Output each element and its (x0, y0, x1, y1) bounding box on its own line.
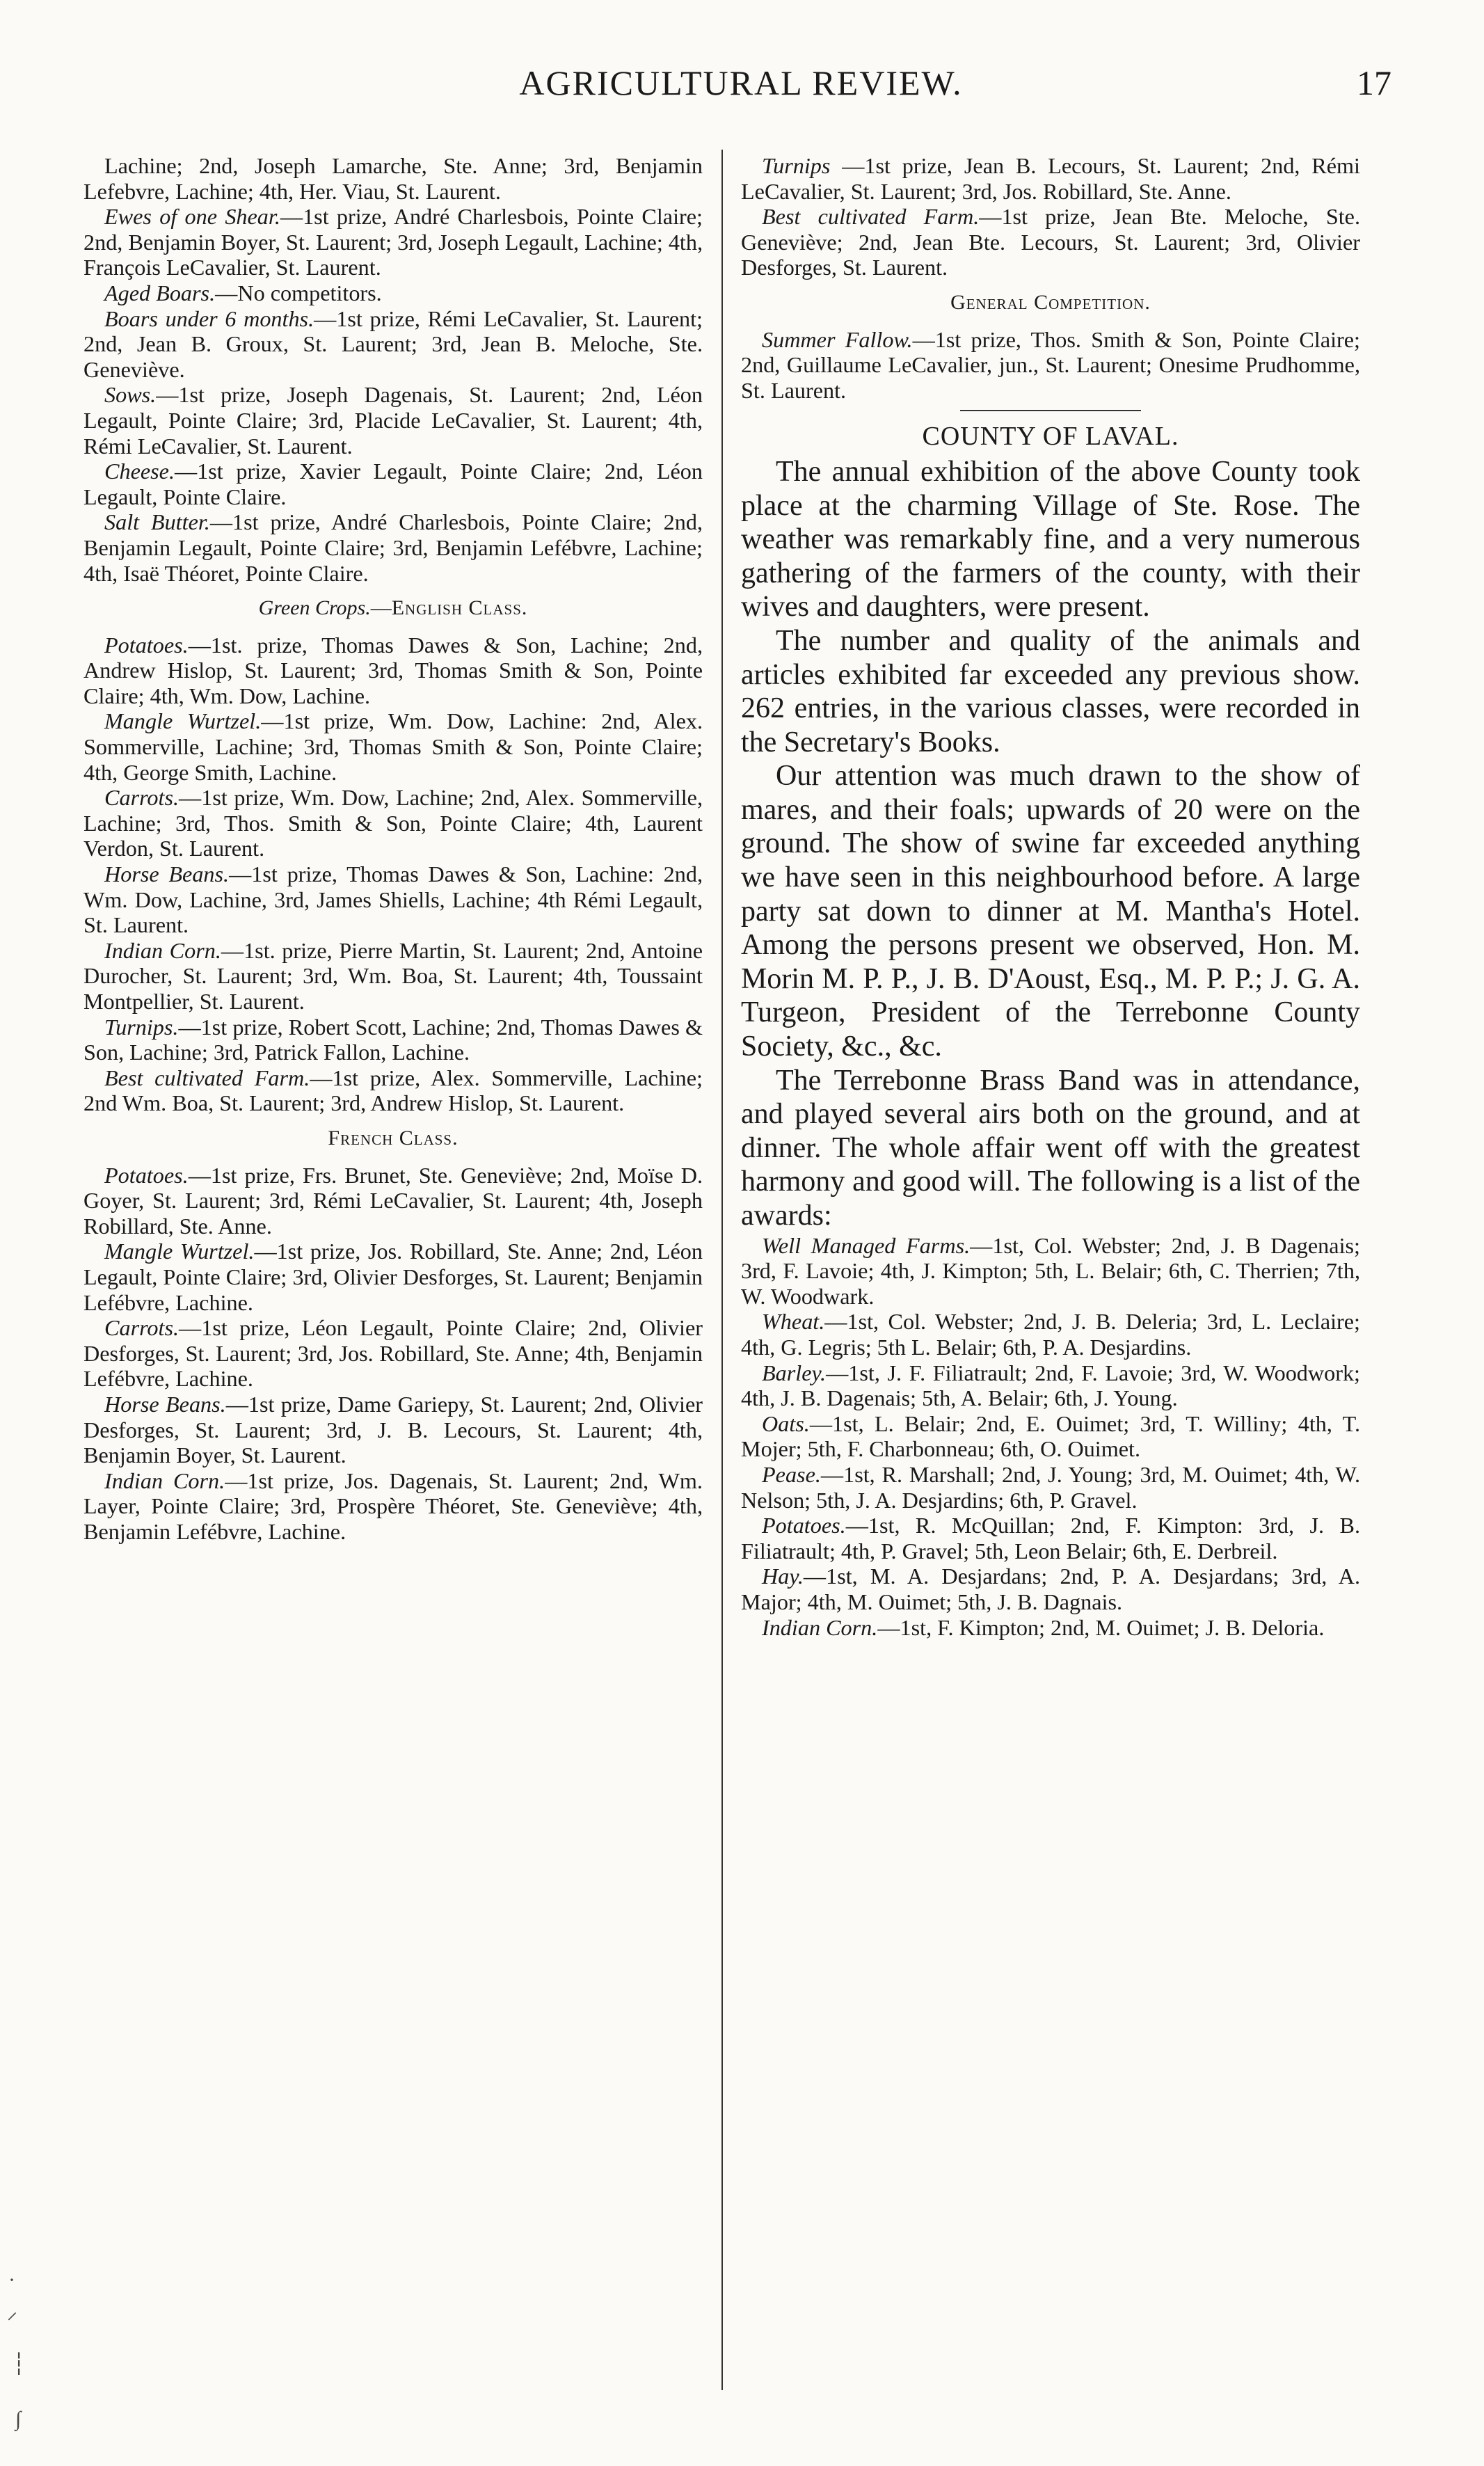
entry-text: —1st, R. Marshall; 2nd, J. Young; 3rd, M. Ouimet; 4th, W. Nelson; 5th, J. A. Desjardins; 6th, P. Gravel. (741, 1461, 1360, 1513)
prize-entry (741, 1411, 1360, 1462)
entry-category: Carrots. (104, 785, 179, 811)
prize-entry (83, 1015, 703, 1065)
entry-category: Potatoes. (104, 632, 189, 658)
entry-category: Indian Corn. (104, 1467, 225, 1493)
prize-entry (741, 1564, 1360, 1614)
entry-text: —1st prize, Frs. Brunet, Ste. Geneviève; 2nd, Moïse D. Goyer, St. Laurent; 3rd, Rémi LeCavalier, St. Laurent; 4th, Joseph Robillard, Ste. Anne. (83, 1162, 703, 1239)
entry-text: —1st prize, Jean B. Lecours, St. Laurent; 2nd, Rémi LeCavalier, St. Laurent; 3rd, Jos. Robillard, Ste. Anne. (741, 153, 1360, 204)
prize-entry (83, 1315, 703, 1392)
entry-category: Summer Fallow. (762, 326, 913, 352)
prize-entry (741, 204, 1360, 280)
entry-text: —1st. prize, Pierre Martin, St. Laurent; 2nd, Antoine Durocher, St. Laurent; 3rd, Wm. Boa, St. Laurent; 4th, Toussaint Montpellier, St. Laurent. (83, 937, 703, 1014)
prize-entry (83, 1239, 703, 1315)
entry-category: Cheese. (104, 459, 175, 484)
entry-category: Aged Boars. (104, 280, 216, 305)
entry-text: —1st prize, Jos. Robillard, Ste. Anne; 2nd, Léon Legault, Pointe Claire; 3rd, Olivier Desforges, St. Laurent; Benjamin Lefébvre, Lachine. (83, 1239, 703, 1315)
entry-category: Best cultivated Farm. (104, 1065, 310, 1090)
prize-entry (83, 382, 703, 459)
entry-category: Horse Beans. (104, 1391, 226, 1417)
green-crops-heading: Green Crops.—English Class. (258, 596, 528, 620)
prize-entry (741, 153, 1360, 204)
entry-text: —1st prize, Wm. Dow, Lachine: 2nd, Alex. Sommerville, Lachine; 3rd, Thomas Smith & Son, Pointe Claire; 4th, George Smith, Lachine. (83, 708, 703, 785)
page-number: 17 (1357, 63, 1391, 102)
right-entries-general (741, 327, 1360, 404)
entry-category: Mangle Wurtzel. (104, 708, 262, 734)
entry-text: —1st prize, Jean Bte. Meloche, Ste. Geneviève; 2nd, Jean Bte. Lecours, St. Laurent; 3rd, Olivier Desforges, St. Laurent. (741, 204, 1360, 280)
prize-entry (83, 708, 703, 785)
entry-text: —1st prize, Alex. Sommerville, Lachine; 2nd Wm. Boa, St. Laurent; 3rd, Andrew Hislop, St. Laurent. (83, 1065, 703, 1116)
entry-category: Pease. (762, 1461, 821, 1487)
section-rule (960, 410, 1141, 411)
prize-entry (83, 938, 703, 1015)
entry-category: Indian Corn. (762, 1614, 878, 1640)
left-entries-green-crops (83, 633, 703, 1116)
entry-category: Potatoes. (762, 1513, 846, 1538)
prize-entry (83, 1065, 703, 1116)
entry-category: Barley. (762, 1360, 827, 1385)
prize-entry (741, 1615, 1360, 1641)
prize-entry (741, 327, 1360, 404)
french-class-heading: French Class. (328, 1126, 458, 1150)
prize-entry (741, 1462, 1360, 1513)
entry-category: Ewes of one Shear. (104, 204, 280, 230)
entry-text: —1st prize, Rémi LeCavalier, St. Laurent; 2nd, Jean B. Groux, St. Laurent; 3rd, Jean B. Meloche, Ste. Geneviève. (83, 305, 703, 382)
general-competition-heading: General Competition. (950, 290, 1151, 314)
entry-text: —No competitors. (215, 280, 382, 305)
prize-entry (741, 1309, 1360, 1360)
prize-entry (83, 785, 703, 861)
entry-text: —1st prize, Robert Scott, Lachine; 2nd, Thomas Dawes & Son, Lachine; 3rd, Patrick Fallon, Lachine. (83, 1014, 703, 1065)
prize-entry (83, 459, 703, 509)
entry-category: Potatoes. (104, 1162, 189, 1188)
entry-category: Salt Butter. (104, 509, 210, 535)
entry-category: Boars under 6 months. (104, 305, 314, 331)
prize-entry (83, 306, 703, 383)
entry-text: —1st prize, Joseph Dagenais, St. Laurent; 2nd, Léon Legault, Pointe Claire; 3rd, Placide LeCavalier, St. Laurent; 4th, Rémi LeCavalier, St. Laurent. (83, 382, 703, 459)
right-entries-french-class (741, 153, 1360, 280)
entry-text: —1st prize, Wm. Dow, Lachine; 2nd, Alex. Sommerville, Lachine; 3rd, Thos. Smith & Son, Pointe Claire; 4th, Laurent Verdon, St. Laurent. (83, 785, 703, 861)
entry-category: Turnips. (104, 1014, 179, 1040)
entry-text: —1st. prize, Thomas Dawes & Son, Lachine; 2nd, Andrew Hislop, St. Laurent; 3rd, Thomas Smith & Son, Pointe Claire; 4th, Wm. Dow, Lachine. (83, 632, 703, 708)
prize-entry (83, 280, 703, 306)
prize-entry (83, 861, 703, 938)
report-paragraph: The Terrebonne Brass Band was in attendance, and played several airs both on the ground, and at dinner. The whole affair went off with the greatest harmony and good will. The following is a list of the awards: (741, 1064, 1360, 1232)
report-paragraph: Our attention was much drawn to the show of mares, and their foals; upwards of 20 were on the ground. The show of swine far exceeded anything we have seen in this neighbourhood before. A large party sat down to dinner at M. Mantha's Hotel. Among the persons present we observed, Hon. M. Morin M. P. P., J. B. D'Aoust, Esq., M. P. P.; J. G. A. Turgeon, President of the Terrebonne County Society, &c., &c. (741, 760, 1360, 1063)
entry-text: —1st prize, Xavier Legault, Pointe Claire; 2nd, Léon Legault, Pointe Claire. (83, 459, 703, 509)
report-paragraph: The annual exhibition of the above County took place at the charming Village of Ste. Rose. The weather was remarkably fine, and a very numerous gathering of the farmers of the county, with their wives and daughters, were present. (741, 455, 1360, 623)
prize-entry (83, 633, 703, 709)
entry-text: —1st, Col. Webster; 2nd, J. B Dagenais; 3rd, F. Lavoie; 4th, J. Kimpton; 5th, L. Belair; 6th, C. Therrien; 7th, W. Woodwark. (741, 1232, 1360, 1309)
entry-category: Sows. (104, 382, 157, 408)
county-report (741, 455, 1360, 1233)
entry-text: —1st, Col. Webster; 2nd, J. B. Deleria; 3rd, L. Leclaire; 4th, G. Legris; 5th L. Belair; 6th, P. A. Desjardins. (741, 1309, 1360, 1360)
county-title: COUNTY OF LAVAL. (922, 422, 1179, 452)
entry-text: —1st, R. McQuillan; 2nd, F. Kimpton: 3rd, J. B. Filiatrault; 4th, P. Gravel; 5th, Leon Belair; 6th, E. Derbreil. (741, 1513, 1360, 1564)
prize-entry (741, 1513, 1360, 1564)
prize-entry (83, 204, 703, 280)
right-entries-awards (741, 1233, 1360, 1641)
entry-text: —1st, F. Kimpton; 2nd, M. Ouimet; J. B. Deloria. (877, 1614, 1325, 1640)
prize-entry (741, 1233, 1360, 1310)
entry-text: —1st prize, André Charlesbois, Pointe Claire; 2nd, Benjamin Legault, Pointe Claire; 3rd, Benjamin Lefébvre, Lachine; 4th, Isaë Théoret, Pointe Claire. (83, 509, 703, 586)
entry-category: Horse Beans. (104, 861, 230, 887)
prize-entry (741, 1360, 1360, 1411)
running-title: AGRICULTURAL REVIEW. (519, 63, 963, 102)
entry-text: —1st prize, Thos. Smith & Son, Pointe Claire; 2nd, Guillaume LeCavalier, jun., St. Laurent; Onesime Prudhomme, St. Laurent. (741, 326, 1360, 403)
entry-category: Best cultivated Farm. (762, 204, 980, 230)
prize-entry (83, 1392, 703, 1468)
prize-entry (83, 509, 703, 586)
prize-entry (83, 153, 703, 204)
entry-category: Carrots. (104, 1315, 179, 1341)
entry-category: Wheat. (762, 1309, 825, 1335)
right-column (741, 153, 1360, 1640)
entry-text: Lachine; 2nd, Joseph Lamarche, Ste. Anne; 3rd, Benjamin Lefebvre, Lachine; 4th, Her. Viau, St. Laurent. (83, 153, 703, 204)
entry-text: —1st, L. Belair; 2nd, E. Ouimet; 3rd, T. Williny; 4th, T. Mojer; 5th, F. Charbonneau; 6th, O. Ouimet. (741, 1410, 1360, 1462)
entry-category: Indian Corn. (104, 937, 221, 963)
entry-text: —1st prize, Thomas Dawes & Son, Lachine: 2nd, Wm. Dow, Lachine, 3rd, James Shiells, Lachine; 4th Rémi Legault, St. Laurent. (83, 861, 703, 938)
entry-category: Mangle Wurtzel. (104, 1239, 255, 1264)
column-divider (721, 150, 723, 2390)
entry-text: —1st, J. F. Filiatrault; 2nd, F. Lavoie; 3rd, W. Woodwork; 4th, J. B. Dagenais; 5th, A. Belair; 6th, J. Young. (741, 1360, 1360, 1411)
entry-text: —1st prize, André Charlesbois, Pointe Claire; 2nd, Benjamin Boyer, St. Laurent; 3rd, Joseph Legault, Lachine; 4th, François LeCavalier, St. Laurent. (83, 204, 703, 280)
entry-category: Well Managed Farms. (762, 1232, 971, 1258)
entry-category: Turnips (762, 153, 831, 178)
left-column (83, 153, 703, 1544)
page-header (83, 63, 1398, 125)
entry-text: —1st prize, Dame Gariepy, St. Laurent; 2nd, Olivier Desforges, St. Laurent; 3rd, J. B. Lecours, St. Laurent; 4th, Benjamin Boyer, St. Laurent. (83, 1391, 703, 1468)
prize-entry (83, 1163, 703, 1239)
left-entries-livestock (83, 153, 703, 586)
left-entries-french-class (83, 1163, 703, 1545)
entry-text: —1st prize, Léon Legault, Pointe Claire; 2nd, Olivier Desforges, St. Laurent; 3rd, Jos. Robillard, Ste. Anne; 4th, Benjamin Lefébvre, Lachine. (83, 1315, 703, 1392)
entry-category: Hay. (762, 1564, 804, 1589)
entry-text: —1st, M. A. Desjardans; 2nd, P. A. Desjardans; 3rd, A. Major; 4th, M. Ouimet; 5th, J. B. Dagnais. (741, 1564, 1360, 1614)
entry-text: —1st prize, Jos. Dagenais, St. Laurent; 2nd, Wm. Layer, Pointe Claire; 3rd, Prospère Théoret, Ste. Geneviève; 4th, Benjamin Lefébvre, Lachine. (83, 1467, 703, 1544)
prize-entry (83, 1468, 703, 1545)
report-paragraph: The number and quality of the animals and articles exhibited far exceeded any previous show. 262 entries, in the various classes, were recorded in the Secretary's Books. (741, 624, 1360, 758)
margin-marks: · ⸝ ┆ ∫ (7, 2268, 26, 2431)
entry-category: Oats. (762, 1410, 810, 1436)
